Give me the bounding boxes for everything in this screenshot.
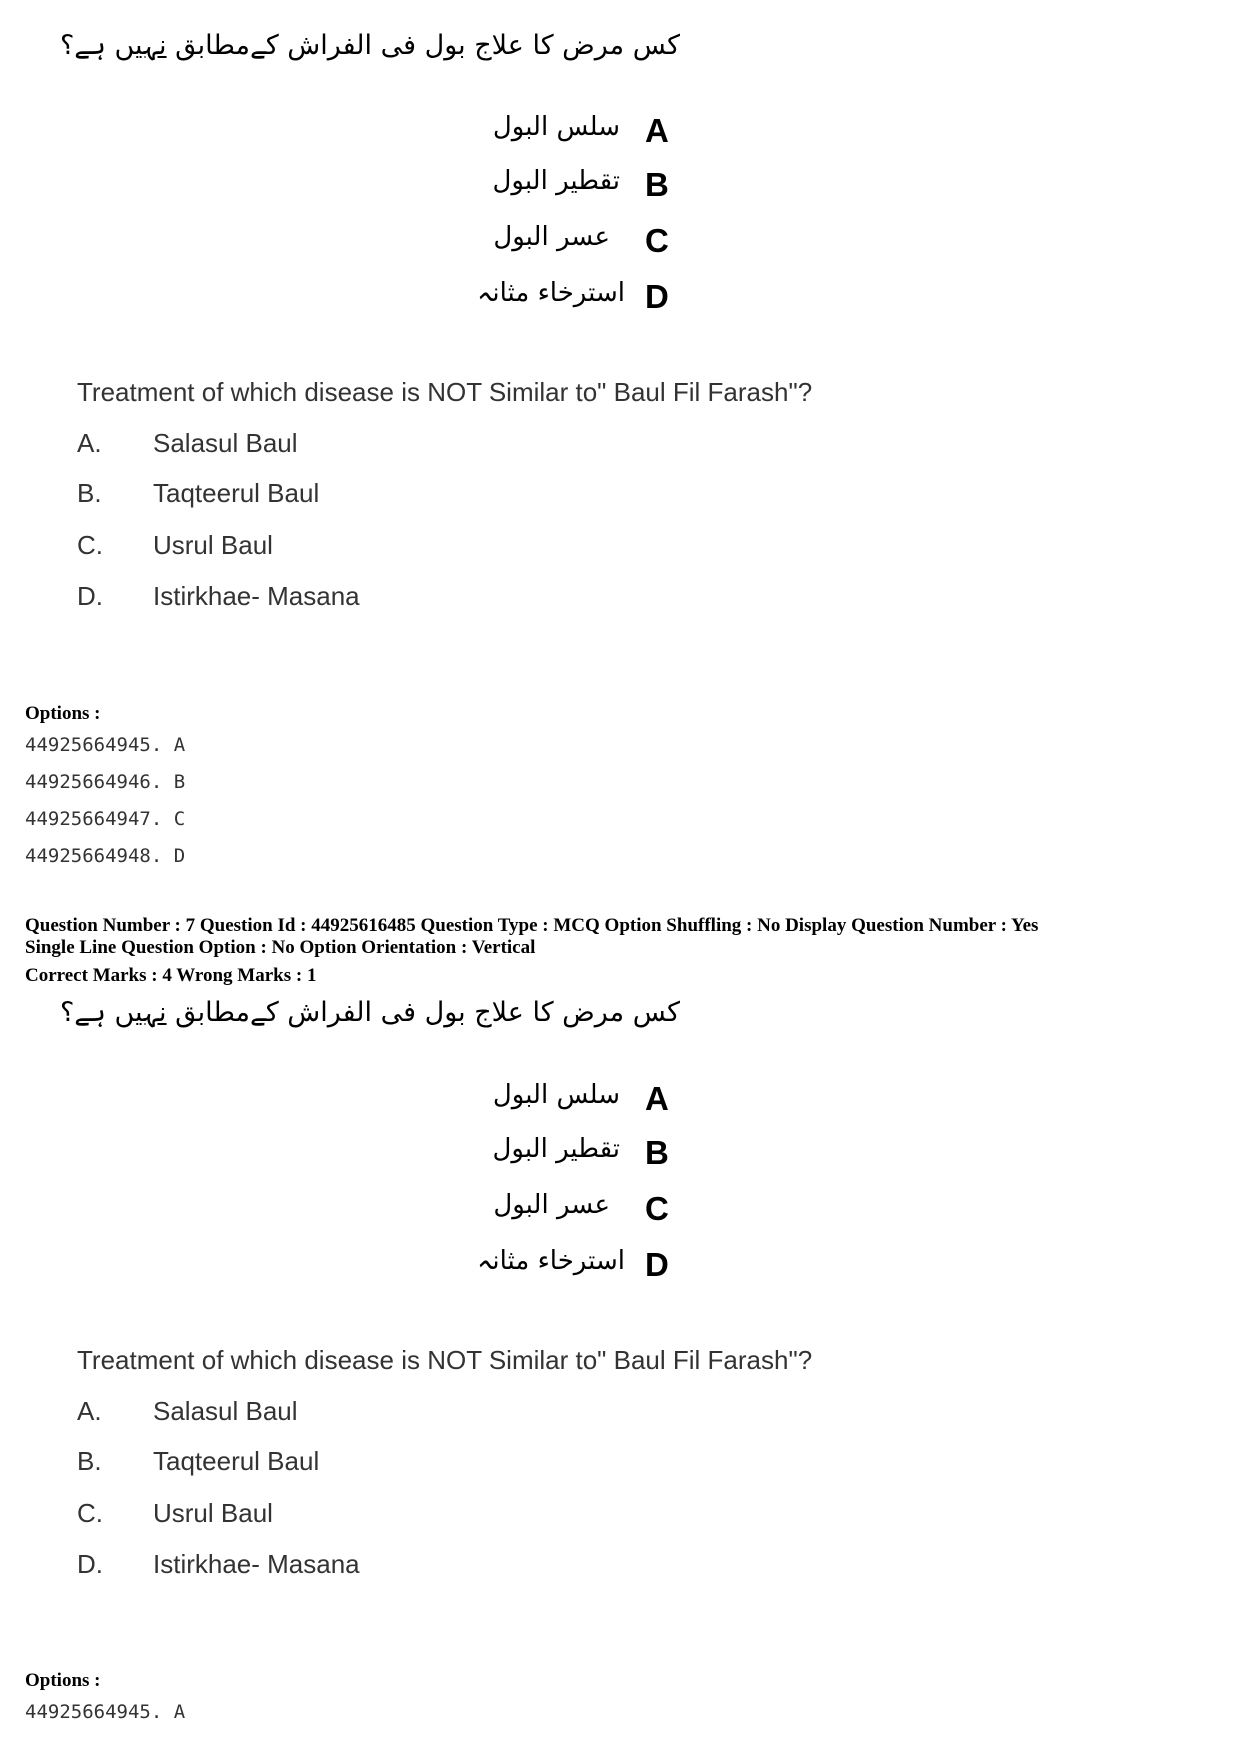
urdu-option-a-letter: A (645, 1080, 669, 1117)
urdu-option-d-text: استرخاء مثانہ (477, 1246, 625, 1276)
urdu-option-a-text: سلس البول (492, 112, 620, 142)
urdu-question (60, 997, 680, 1028)
english-option-b-letter: B. (77, 478, 102, 508)
english-option-a-text: Salasul Baul (153, 428, 298, 458)
english-option-c-text: Usrul Baul (153, 530, 273, 560)
urdu-option-c-letter: C (645, 222, 669, 259)
urdu-option-d-text: استرخاء مثانہ (477, 278, 625, 308)
urdu-option-c-text: عسر البول (493, 222, 610, 252)
question-marks-line: Correct Marks : 4 Wrong Marks : 1 (25, 965, 317, 986)
urdu-option-d-letter: D (645, 1246, 669, 1283)
options-label: Options : (25, 1670, 101, 1691)
english-option-a-letter: A. (77, 1396, 102, 1426)
urdu-question-end: ہے؟ (59, 997, 115, 1028)
option-id-row: 44925664946. B (25, 771, 186, 793)
urdu-question-underlined-word: نہیں (114, 997, 167, 1028)
urdu-option-a-letter: A (645, 112, 669, 149)
urdu-option-b-text: تقطیر البول (492, 1134, 620, 1164)
urdu-question-underlined-word: نہیں (114, 30, 167, 61)
urdu-option-b-letter: B (645, 1134, 669, 1171)
option-id-row: 44925664945. A (25, 1701, 186, 1723)
question-meta-line-1: Question Number : 7 Question Id : 44925616485 Question Type : MCQ Option Shuffling : No Display Question Number : Yes (25, 915, 1039, 936)
option-id-row: 44925664948. D (25, 845, 186, 867)
options-label: Options : (25, 703, 101, 724)
english-option-a-letter: A. (77, 428, 102, 458)
english-option-c-letter: C. (77, 1498, 103, 1528)
urdu-option-b-letter: B (645, 166, 669, 203)
urdu-question-end: ہے؟ (59, 30, 115, 61)
english-option-c-letter: C. (77, 530, 103, 560)
urdu-question-start: کس مرض کا علاج بول فی الفراش کےمطابق (166, 997, 680, 1028)
english-option-d-text: Istirkhae- Masana (153, 581, 360, 611)
option-id-row: 44925664945. A (25, 734, 186, 756)
english-question: Treatment of which disease is NOT Similar to" Baul Fil Farash"? (77, 1345, 813, 1375)
english-question: Treatment of which disease is NOT Similar to" Baul Fil Farash"? (77, 377, 813, 407)
english-option-c-text: Usrul Baul (153, 1498, 273, 1528)
urdu-option-b-text: تقطیر البول (492, 166, 620, 196)
english-option-b-letter: B. (77, 1446, 102, 1476)
urdu-question-start: کس مرض کا علاج بول فی الفراش کےمطابق (166, 30, 680, 61)
urdu-option-a-text: سلس البول (492, 1080, 620, 1110)
english-option-b-text: Taqteerul Baul (153, 478, 320, 508)
urdu-option-c-letter: C (645, 1190, 669, 1227)
english-option-d-letter: D. (77, 581, 103, 611)
urdu-option-d-letter: D (645, 278, 669, 315)
english-option-d-letter: D. (77, 1549, 103, 1579)
english-option-d-text: Istirkhae- Masana (153, 1549, 360, 1579)
question-meta-line-2: Single Line Question Option : No Option Orientation : Vertical (25, 937, 536, 958)
urdu-option-c-text: عسر البول (493, 1190, 610, 1220)
english-option-b-text: Taqteerul Baul (153, 1446, 320, 1476)
urdu-question (60, 30, 680, 61)
option-id-row: 44925664947. C (25, 808, 186, 830)
english-option-a-text: Salasul Baul (153, 1396, 298, 1426)
